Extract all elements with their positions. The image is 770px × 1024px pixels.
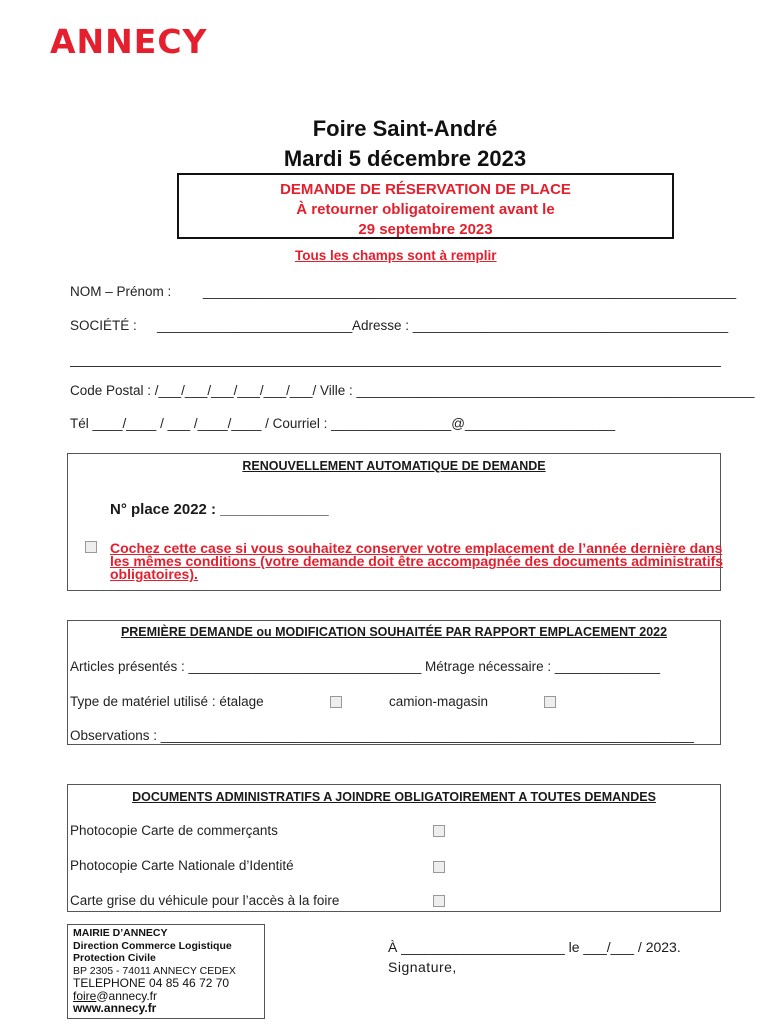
- renewal-section: [67, 453, 724, 591]
- doc-commercants-checkbox[interactable]: [433, 825, 445, 837]
- email-link[interactable]: foire: [73, 988, 97, 1003]
- phone-number: TELEPHONE 04 85 46 72 70: [73, 976, 230, 990]
- articles-metrage-field[interactable]: Articles présentés : _______________________________ Métrage nécessaire : ______________: [70, 659, 660, 674]
- adresse-field[interactable]: Adresse : __________________________________________: [352, 318, 729, 333]
- reservation-notice-box: [177, 173, 674, 239]
- org-name: MAIRIE D’ANNECY: [73, 927, 168, 939]
- doc-item-carte-grise: Carte grise du véhicule pour l’accès à la foire: [70, 893, 340, 908]
- signature-place-date[interactable]: À _____________________ le ___/___ / 2023.: [388, 939, 681, 955]
- adresse-continuation-line[interactable]: [70, 366, 721, 367]
- all-fields-required-note: Tous les champs sont à remplir: [295, 248, 497, 263]
- first-request-heading: PREMIÈRE DEMANDE ou MODIFICATION SOUHAITÉE PAR RAPPORT EMPLACEMENT 2022: [120, 625, 668, 639]
- website[interactable]: www.annecy.fr: [73, 1001, 157, 1015]
- tel-courriel-field[interactable]: Tél ____/____ / ___ /____/____ / Courriel : ________________@____________________: [70, 416, 616, 431]
- place-2022-field[interactable]: _____________: [220, 501, 329, 518]
- page-title: Foire Saint-André: [312, 116, 498, 141]
- place-2022-text: N° place 2022 :: [110, 501, 221, 518]
- materiel-label: Type de matériel utilisé : étalage: [70, 694, 264, 709]
- documents-section: [67, 784, 721, 912]
- camion-magasin-checkbox[interactable]: [544, 696, 556, 708]
- postal-address: BP 2305 - 74011 ANNECY CEDEX: [73, 964, 236, 977]
- societe-field[interactable]: __________________________: [157, 318, 353, 333]
- signature-label: Signature,: [388, 959, 457, 975]
- doc-item-commercants: Photocopie Carte de commerçants: [70, 823, 278, 838]
- keep-location-checkbox[interactable]: [85, 541, 97, 553]
- nom-prenom-field[interactable]: _______________________________________________________________________: [203, 284, 737, 299]
- keep-location-text: Cochez cette case si vous souhaitez conserver votre emplacement de l’année dernière dans les mêmes conditions (votre demande doit être accompagnée des documents administratifs obligatoires).: [110, 540, 724, 582]
- place-2022-label: [110, 501, 329, 518]
- renewal-heading: RENOUVELLEMENT AUTOMATIQUE DE DEMANDE: [242, 459, 546, 473]
- annecy-logo: ANNECY: [50, 22, 208, 61]
- doc-identite-checkbox[interactable]: [433, 861, 445, 873]
- camion-label: camion-magasin: [389, 694, 489, 709]
- email-domain: @annecy.fr: [96, 988, 157, 1003]
- doc-carte-grise-checkbox[interactable]: [433, 895, 445, 907]
- first-request-section: [67, 620, 721, 745]
- societe-label: SOCIÉTÉ :: [70, 318, 137, 333]
- notice-line-2: À retourner obligatoirement avant le: [296, 201, 555, 218]
- notice-line-1: DEMANDE DE RÉSERVATION DE PLACE: [280, 181, 571, 198]
- doc-item-identite: Photocopie Carte Nationale d’Identité: [70, 858, 294, 873]
- etalage-checkbox[interactable]: [330, 696, 342, 708]
- org-service: Protection Civile: [73, 952, 156, 964]
- observations-field[interactable]: Observations : _______________________________________________________________________: [70, 728, 694, 743]
- mairie-address-box: [67, 924, 265, 1019]
- nom-prenom-label: NOM – Prénom :: [70, 284, 172, 299]
- notice-line-3: 29 septembre 2023: [358, 221, 493, 238]
- page-subtitle-date: Mardi 5 décembre 2023: [283, 146, 527, 171]
- documents-heading: DOCUMENTS ADMINISTRATIFS A JOINDRE OBLIGATOIREMENT A TOUTES DEMANDES: [132, 790, 656, 804]
- org-department: Direction Commerce Logistique: [73, 939, 232, 952]
- code-postal-ville-field[interactable]: Code Postal : /___/___/___/___/___/___/ Ville : _____________________________________________________: [70, 383, 755, 398]
